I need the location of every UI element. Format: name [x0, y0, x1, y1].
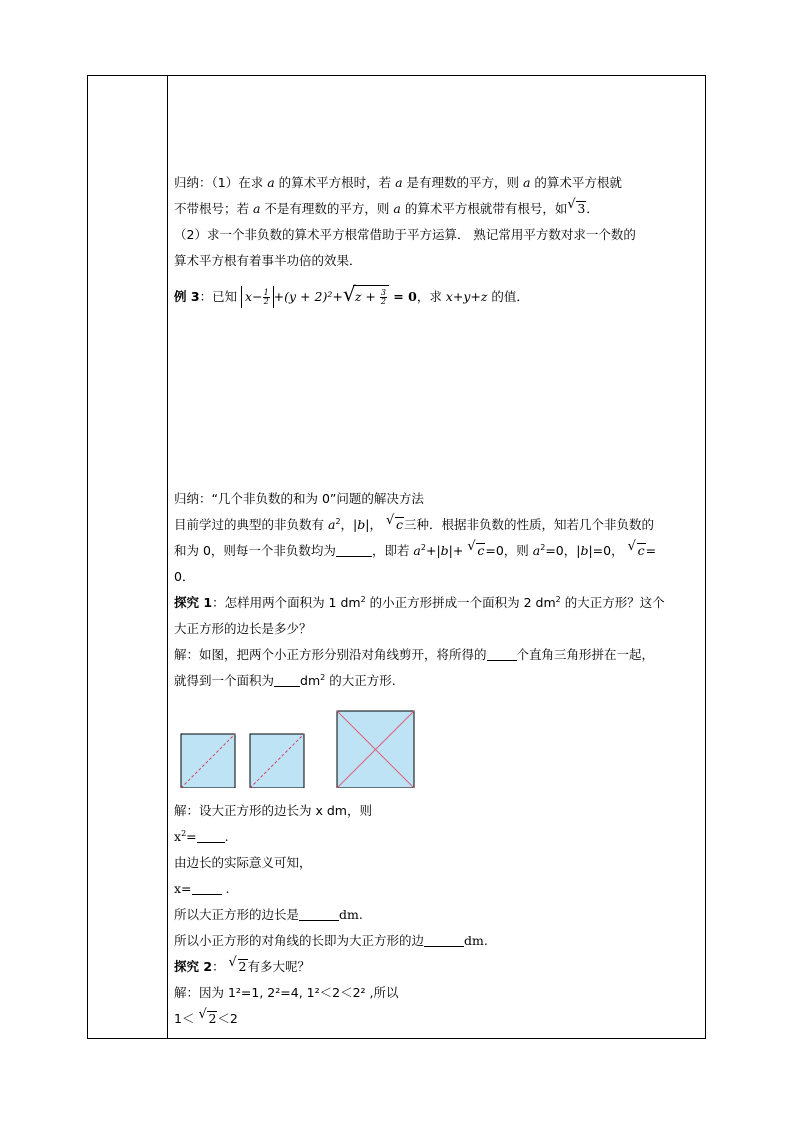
explore2-question: 探究 2： √ 2有多大呢？: [174, 955, 311, 974]
left-column: [88, 76, 168, 1038]
summary1-line2: 不带根号；若 a 不是有理数的平方，则 a 的算术平方根就带有根号，如 √ 3．: [174, 196, 599, 222]
summary2-line2: 和为 0，则每一个非负数均为 ，即若 $a^2+|b|+$ √ c=0，则 $a^2=0$，|b|=0， √ c=: [174, 539, 657, 558]
content-cell: [174, 76, 699, 1038]
explore1-solution-line5: 由边长的实际意义可知，: [174, 855, 312, 870]
sqrt-expression: √ z + $\frac{3}{2}$: [343, 284, 389, 310]
blank-triangle-count[interactable]: [487, 646, 517, 661]
explore1-x-value: x= .: [174, 881, 230, 896]
blank-area[interactable]: [274, 672, 300, 687]
explore2-solution-line2: 1＜ √ 2＜2: [174, 1007, 238, 1026]
explore1-x-squared: $x^2=$ .: [174, 828, 229, 844]
squares-figure: [180, 706, 430, 788]
summary2-line3: 0．: [174, 569, 195, 584]
blank-zero[interactable]: [336, 542, 372, 557]
blank-x-value[interactable]: [192, 880, 222, 895]
sqrt-3: √ 3: [567, 197, 586, 216]
big-square: [337, 711, 414, 788]
explore2-solution-line1: 解：因为 1²=1, 2²=4, 1²＜2＜2² ,所以: [174, 985, 399, 1000]
example3: 例 3：已知 x− $\frac{1}{2}$ +(y + 2)²+ √ z + $\frac{3}{2}$ = 0，求 x+y+z 的值．: [174, 284, 529, 310]
abs-expression: x− $\frac{1}{2}$: [241, 286, 274, 308]
explore1-question-line1: 探究 1：怎样用两个面积为 1 $dm^2$ 的小正方形拼成一个面积为 2 $dm^2$ 的大正方形？这个: [174, 594, 665, 610]
explore1-solution-line7: 所以大正方形的边长是 dm.: [174, 907, 363, 922]
explore1-solution-line2: 就得到一个面积为 $dm^2$ 的大正方形.: [174, 672, 396, 688]
explore1-solution-line1: 解：如图，把两个小正方形分别沿对角线剪开，将所得的 个直角三角形拼在一起，: [174, 647, 655, 662]
summary2-title: 归纳：“几个非负数的和为 0”问题的解决方法: [174, 491, 424, 506]
summary1-line1: 归纳：（1）在求 a 的算术平方根时，若 a 是有理数的平方，则 a 的算术平方根就: [174, 175, 622, 190]
small-square-2: [250, 734, 304, 788]
blank-diagonal[interactable]: [424, 932, 464, 947]
summary1-line3: （2）求一个非负数的算术平方根常借助于平方运算． 熟记常用平方数对求一个数的: [174, 227, 636, 242]
blank-x-squared[interactable]: [197, 828, 225, 843]
small-square-1: [181, 734, 235, 788]
lesson-table: [87, 75, 706, 1039]
explore1-solution-line8: 所以小正方形的对角线的长即为大正方形的边 dm.: [174, 933, 488, 948]
explore1-solution-line3: 解：设大正方形的边长为 x dm，则: [174, 803, 372, 818]
explore1-question-line2: 大正方形的边长是多少？: [174, 621, 312, 636]
blank-side-length[interactable]: [299, 906, 339, 921]
summary2-line1: 目前学过的典型的非负数有 $a^2$，|b|， √ c三种．根据非负数的性质，知若几个非负数的: [174, 513, 654, 532]
summary1-line4: 算术平方根有着事半功倍的效果．: [174, 253, 362, 268]
